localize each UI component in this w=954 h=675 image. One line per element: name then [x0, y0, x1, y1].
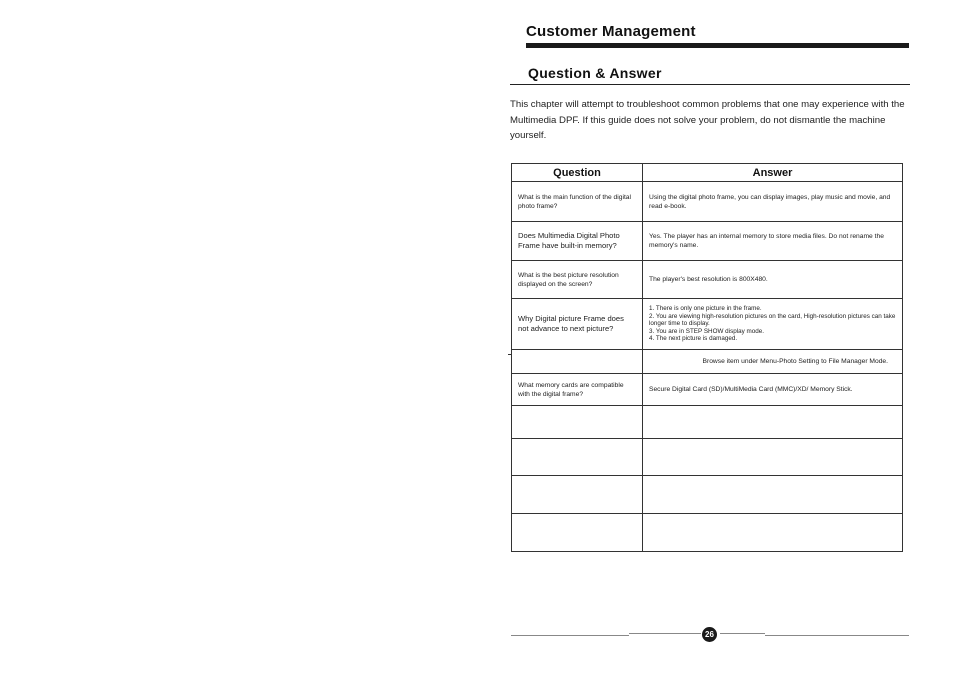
table-row	[512, 350, 903, 374]
answer-cell: Yes. The player has an internal memory to store media files. Do not rename the memory's name.	[643, 222, 903, 261]
question-cell	[512, 476, 643, 514]
subsection-rule	[510, 84, 910, 85]
table-header-row	[512, 164, 903, 182]
table-row	[512, 182, 903, 222]
footer-rule-right	[765, 635, 909, 636]
table-row	[512, 261, 903, 299]
answer-cell: Secure Digital Card (SD)/MultiMedia Card (MMC)/XD/ Memory Stick.	[643, 374, 903, 406]
table-row	[512, 514, 903, 552]
answer-cell	[643, 514, 903, 552]
table-row	[512, 476, 903, 514]
question-cell	[512, 514, 643, 552]
answer-list	[649, 305, 896, 343]
answer-cell: Browse item under Menu-Photo Setting to File Manager Mode.	[643, 350, 903, 374]
answer-cell	[643, 439, 903, 476]
answer-cell: The player's best resolution is 800X480.	[643, 261, 903, 299]
answer-list-item: 1. There is only one picture in the frame.	[649, 305, 762, 313]
answer-list-item: 2. You are viewing high-resolution pictures on the card, High-resolution pictures can take longer time to display.	[649, 312, 896, 328]
answer-cell	[643, 476, 903, 514]
table-row	[512, 374, 903, 406]
question-cell: What memory cards are compatible with the digital frame?	[512, 374, 643, 406]
question-cell	[512, 350, 643, 374]
footer-rule-mid	[629, 633, 701, 634]
table-row	[512, 222, 903, 261]
section-title: Customer Management	[526, 23, 696, 40]
question-cell: Why Digital picture Frame does not advance to next picture?	[512, 299, 643, 350]
section-title-bar	[526, 43, 909, 48]
question-cell	[512, 439, 643, 476]
table-row	[512, 439, 903, 476]
qa-table	[511, 163, 903, 552]
question-cell: Does Multimedia Digital Photo Frame have built-in memory?	[512, 222, 643, 261]
question-cell: What is the best picture resolution displayed on the screen?	[512, 261, 643, 299]
intro-paragraph: This chapter will attempt to troubleshoot common problems that one may experience with the Multimedia DPF. If this guide does not solve your problem, do not dismantle the machine yourself.	[510, 99, 905, 141]
table-row	[512, 406, 903, 439]
answer-cell: Using the digital photo frame, you can display images, play music and movie, and read e-book.	[643, 182, 903, 222]
page-number-badge: 26	[702, 627, 717, 642]
question-cell: What is the main function of the digital photo frame?	[512, 182, 643, 222]
answer-cell	[643, 406, 903, 439]
answer-list-item: 3. You are in STEP SHOW display mode.	[649, 327, 765, 335]
question-cell	[512, 406, 643, 439]
subsection-title: Question & Answer	[528, 65, 662, 81]
footer-rule-left	[511, 635, 629, 636]
footer-rule-mid	[720, 633, 765, 634]
answer-list-item: 4. The next picture is damaged.	[649, 335, 738, 343]
question-header: Question	[512, 164, 643, 182]
answer-cell	[643, 299, 903, 350]
answer-header: Answer	[643, 164, 903, 182]
table-row	[512, 299, 903, 350]
